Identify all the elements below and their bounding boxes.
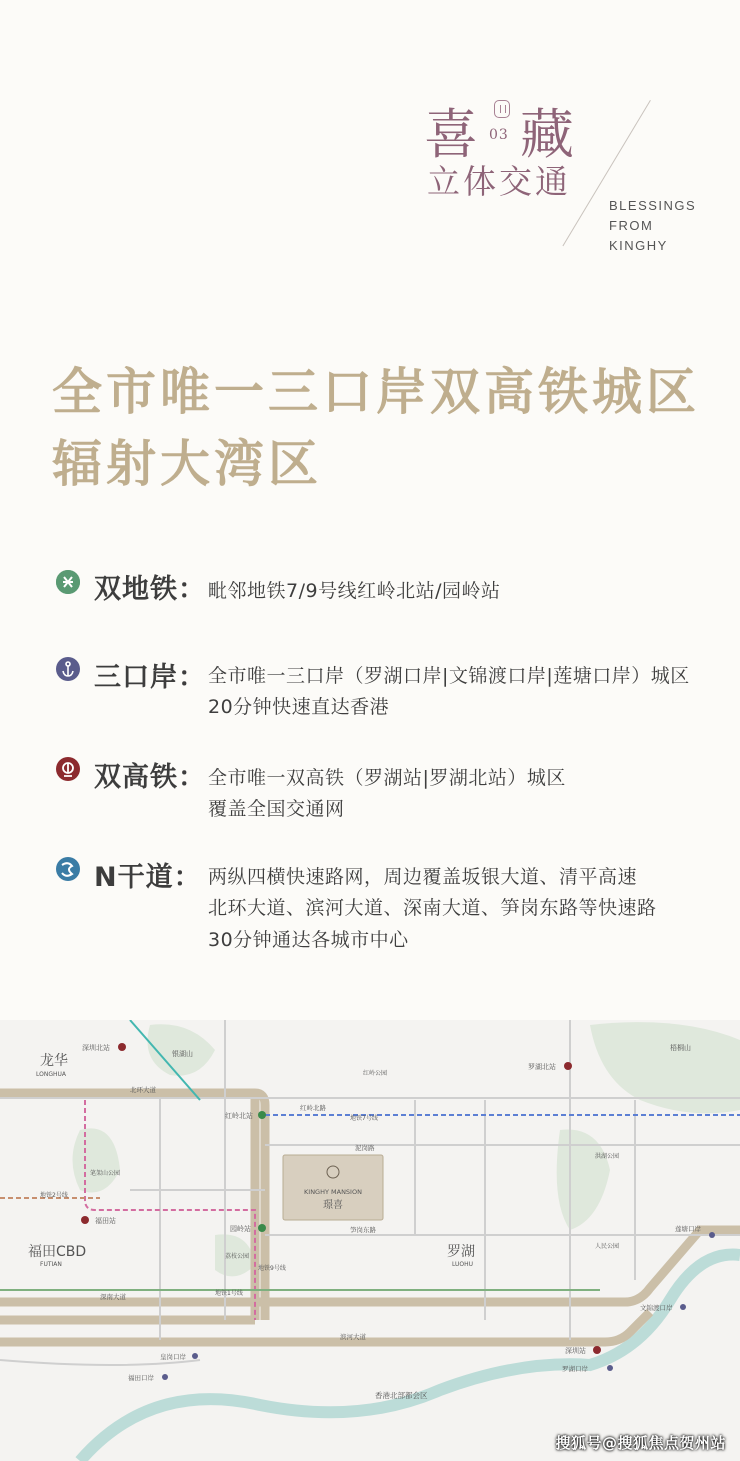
transport-map: [0, 1020, 740, 1461]
highway-icon: [56, 857, 80, 881]
feature-label-railway: 双高铁：: [94, 762, 206, 793]
station-futian: 福田站: [95, 1217, 116, 1225]
feature-text-ports-2: 20分钟快速直达香港: [208, 696, 390, 718]
metro-label-9: 地铁9号线: [258, 1265, 286, 1272]
headline-line-1: 全市唯一三口岸双高铁城区: [52, 363, 700, 421]
area-hongling-park: 红岭公园: [363, 1070, 388, 1077]
district-luohu-en: LUOHU: [452, 1261, 474, 1268]
road-nigang: 泥岗路: [355, 1144, 375, 1152]
feature-label-metro: 双地铁：: [94, 574, 206, 605]
district-futian-en: FUTIAN: [40, 1261, 62, 1268]
metro-label-1: 地铁1号线: [215, 1290, 243, 1297]
headline-line-2: 辐射大湾区: [52, 435, 322, 493]
port-futian: 福田口岸: [128, 1374, 154, 1382]
blessing-line-3: KINGHY: [609, 238, 668, 253]
blessing-line-1: BLESSINGS: [609, 198, 697, 213]
section-number: 03: [489, 127, 509, 143]
road-sungang: 笋岗东路: [350, 1226, 376, 1234]
project-name-en: KINGHY MANSION: [304, 1188, 362, 1196]
feature-text-metro-1: 毗邻地铁7/9号线红岭北站/园岭站: [208, 580, 501, 602]
station-hongling-north: 红岭北站: [225, 1112, 253, 1120]
project-name-cn: 璟喜: [323, 1200, 343, 1211]
port-huanggang: 皇岗口岸: [160, 1353, 186, 1361]
area-renmin-park: 人民公园: [595, 1243, 620, 1250]
port-luohu: 罗湖口岸: [562, 1365, 588, 1373]
header-char-xi: 喜: [424, 103, 478, 166]
district-luohu: 罗湖: [447, 1244, 475, 1260]
section-subtitle: 立体交通: [427, 162, 571, 201]
anchor-icon: [56, 657, 80, 681]
area-lizhi-park: 荔枝公园: [225, 1253, 250, 1260]
metro-label-2: 地铁2号线: [40, 1192, 68, 1199]
road-honglingbei: 红岭北路: [300, 1104, 326, 1112]
station-shenzhen: 深圳站: [565, 1347, 586, 1355]
station-yuanling: 园岭站: [230, 1225, 251, 1233]
area-bijiashan-park: 笔架山公园: [90, 1170, 121, 1177]
area-hk-north-metropolis: 香港北部都会区: [375, 1391, 428, 1400]
feature-text-highway-3: 30分钟通达各城市中心: [208, 929, 409, 951]
district-longhua-en: LONGHUA: [36, 1071, 66, 1078]
station-shenzhen-north: 深圳北站: [82, 1044, 110, 1052]
road-shennan: 深南大道: [100, 1293, 126, 1301]
blessing-line-2: FROM: [609, 218, 654, 233]
port-liantang: 莲塘口岸: [675, 1225, 701, 1233]
watermark: 搜狐号@搜狐焦点贺州站: [555, 1434, 726, 1452]
port-wenjindu: 文锦渡口岸: [640, 1304, 673, 1312]
road-binhe: 滨河大道: [340, 1333, 366, 1341]
metro-label-7: 地铁7号线: [350, 1115, 378, 1122]
brand-logo-icon: [494, 100, 510, 118]
metro-icon: [56, 570, 80, 594]
road-beihuan: 北环大道: [130, 1086, 156, 1094]
feature-label-highway: N干道：: [94, 862, 202, 893]
area-honghu-park: 洪湖公园: [595, 1153, 620, 1160]
district-futian: 福田CBD: [28, 1244, 87, 1260]
feature-label-ports: 三口岸：: [94, 662, 206, 693]
area-wutongshan: 梧桐山: [670, 1044, 691, 1052]
station-luohu-north: 罗湖北站: [528, 1063, 556, 1071]
feature-text-railway-1: 全市唯一双高铁（罗湖站|罗湖北站）城区: [208, 767, 566, 789]
feature-text-highway-1: 两纵四横快速路网，周边覆盖坂银大道、清平高速: [208, 866, 638, 888]
feature-text-railway-2: 覆盖全国交通网: [208, 798, 345, 820]
railway-icon: [56, 757, 80, 781]
header-char-cang: 藏: [520, 103, 574, 166]
area-yinhushan: 银湖山: [172, 1050, 193, 1058]
district-longhua: 龙华: [40, 1053, 68, 1069]
feature-text-highway-2: 北环大道、滨河大道、深南大道、笋岗东路等快速路: [208, 897, 657, 919]
feature-text-ports-1: 全市唯一三口岸（罗湖口岸|文锦渡口岸|莲塘口岸）城区: [208, 665, 690, 687]
